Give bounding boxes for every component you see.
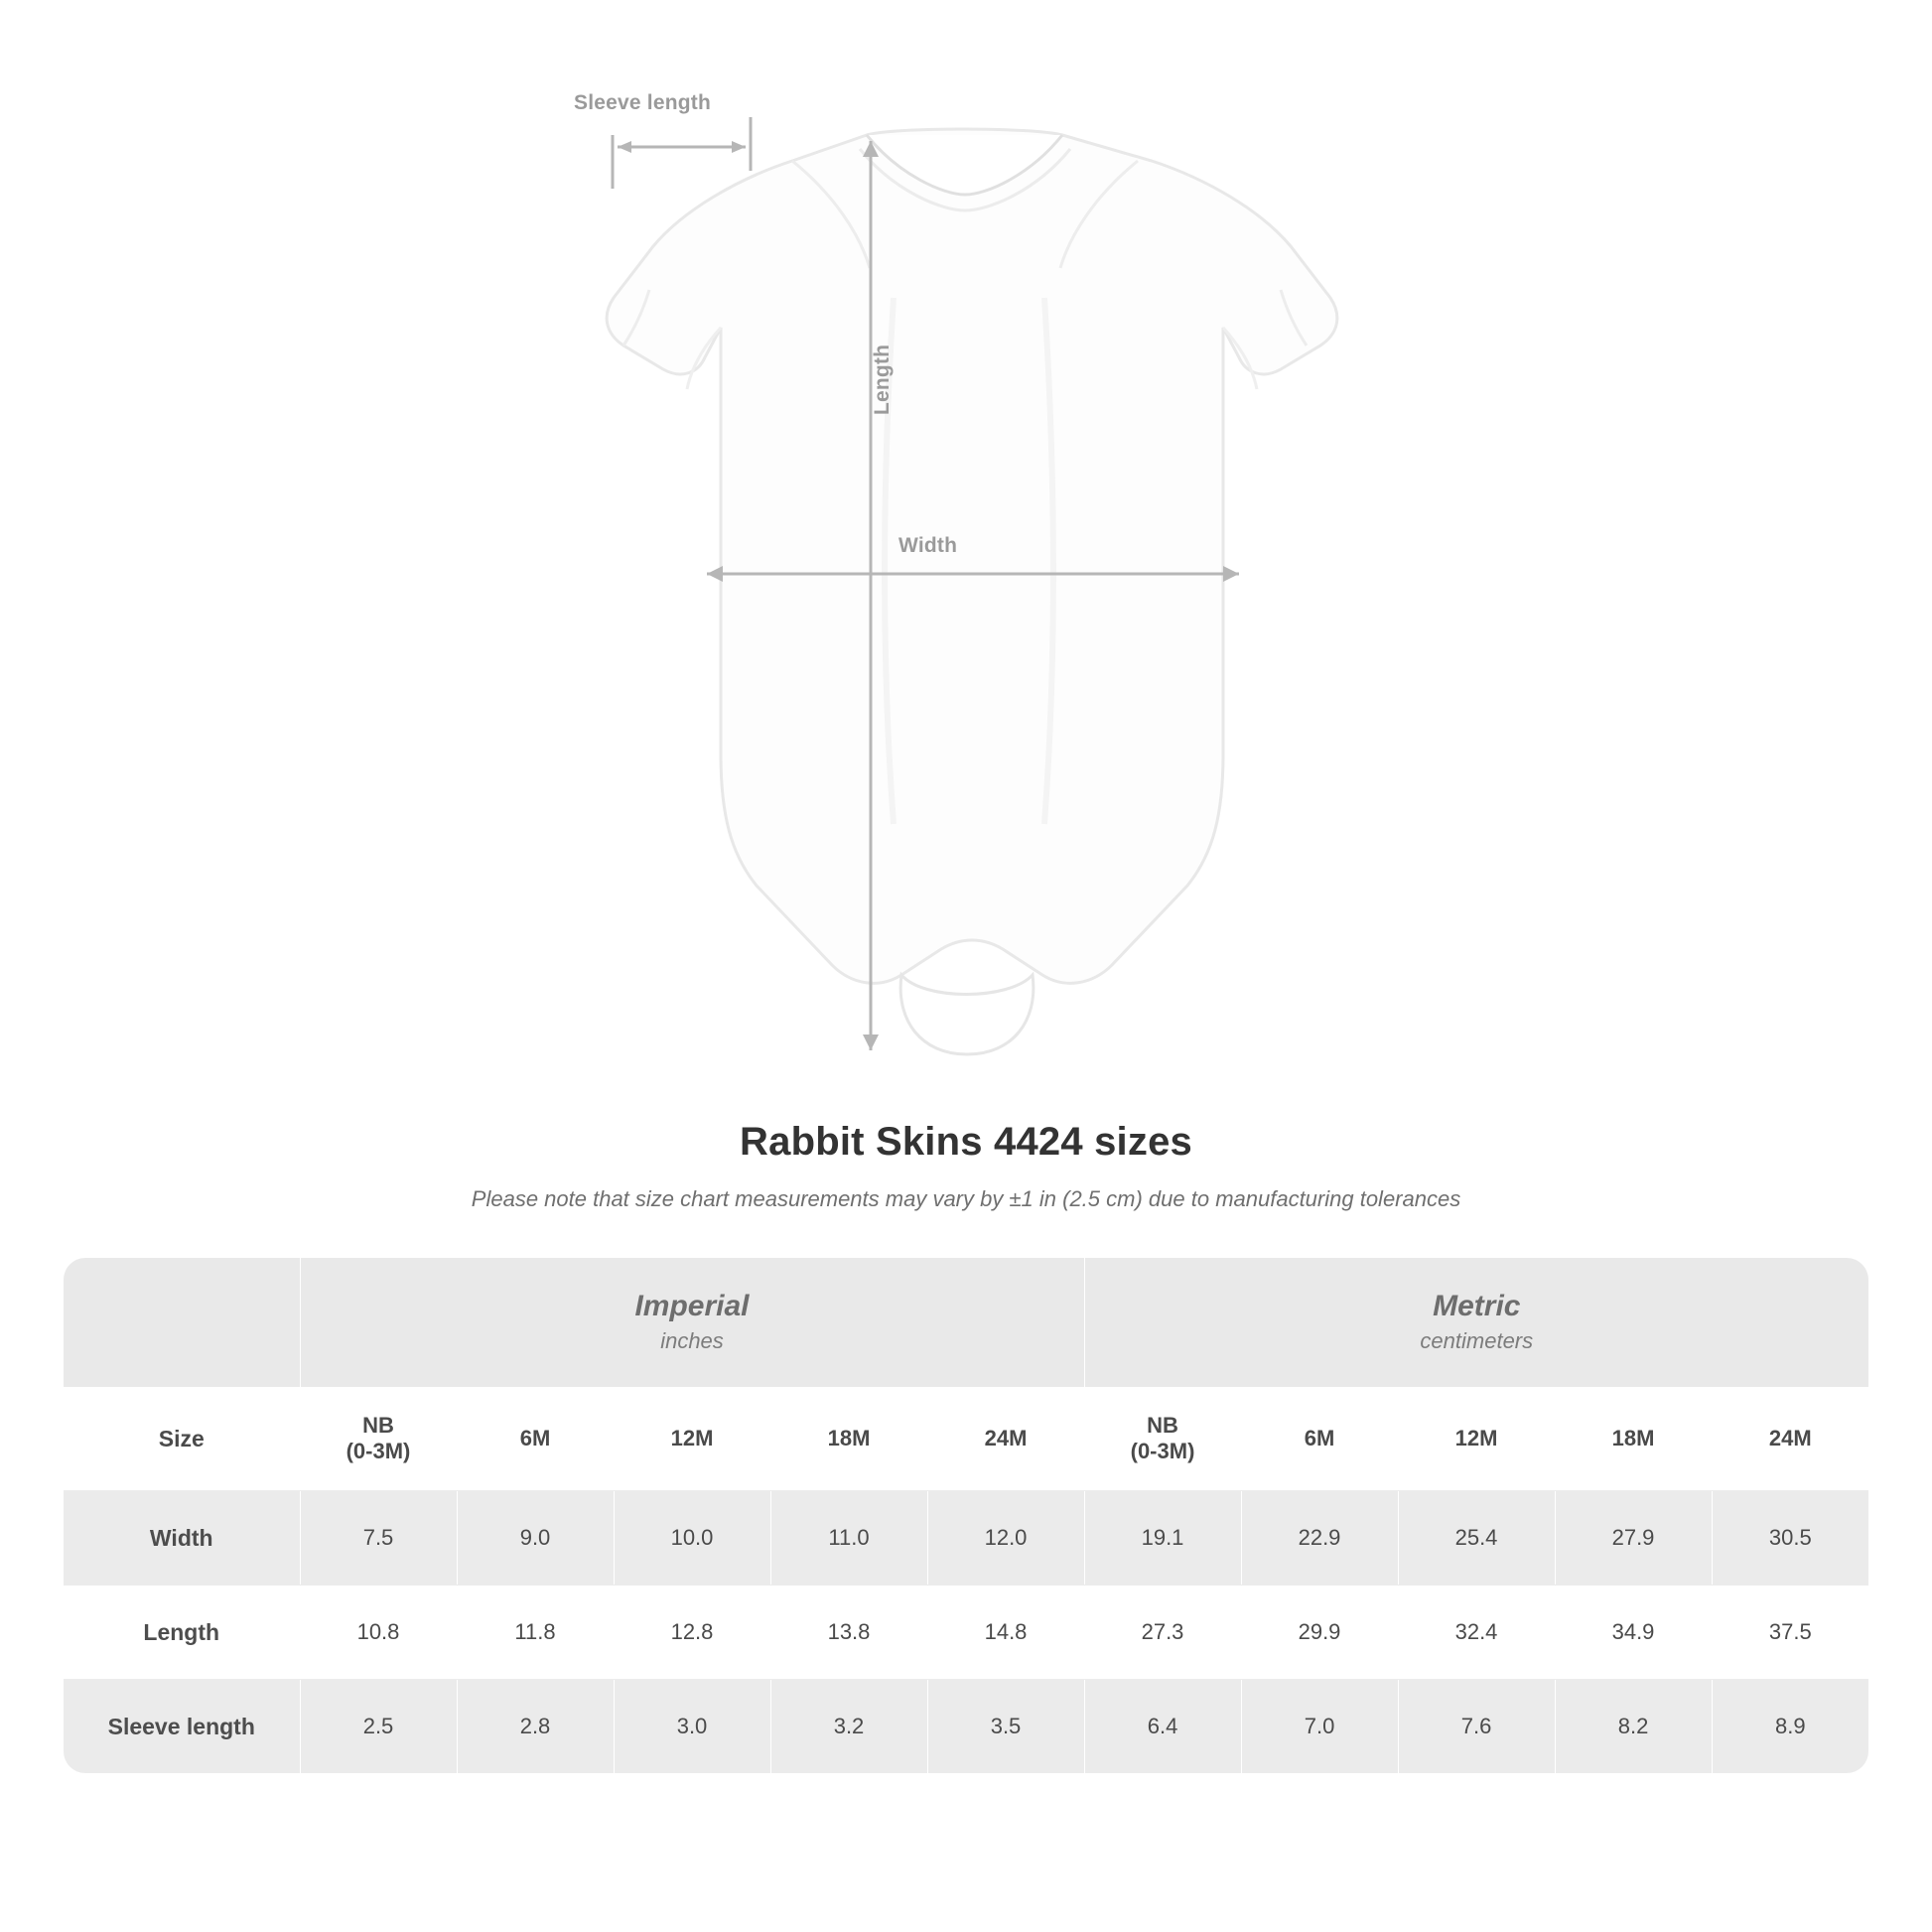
unit-group-spacer bbox=[64, 1258, 300, 1387]
cell-width-2: 10.0 bbox=[614, 1491, 770, 1586]
cell-width-0: 7.5 bbox=[300, 1491, 457, 1586]
header-col-7: 12M bbox=[1398, 1387, 1555, 1491]
table-row bbox=[64, 1586, 1868, 1680]
cell-length-2: 12.8 bbox=[614, 1586, 770, 1680]
unit-group-imperial bbox=[300, 1258, 1084, 1387]
header-col-8: 18M bbox=[1555, 1387, 1712, 1491]
row-label-length: Length bbox=[64, 1586, 300, 1680]
cell-length-6: 29.9 bbox=[1241, 1586, 1398, 1680]
cell-width-4: 12.0 bbox=[927, 1491, 1084, 1586]
header-col-4: 24M bbox=[927, 1387, 1084, 1491]
column-header-row bbox=[64, 1387, 1868, 1491]
cell-sleeve-6: 7.0 bbox=[1241, 1680, 1398, 1774]
header-col-5 bbox=[1084, 1387, 1241, 1491]
cell-width-5: 19.1 bbox=[1084, 1491, 1241, 1586]
length-label: Length bbox=[871, 344, 894, 415]
cell-width-7: 25.4 bbox=[1398, 1491, 1555, 1586]
cell-sleeve-9: 8.9 bbox=[1712, 1680, 1868, 1774]
cell-length-0: 10.8 bbox=[300, 1586, 457, 1680]
header-col-0-sub: (0-3M) bbox=[345, 1439, 411, 1463]
unit-group-imperial-subtitle: inches bbox=[660, 1328, 724, 1354]
unit-group-metric bbox=[1084, 1258, 1868, 1387]
tolerance-note: Please note that size chart measurements may vary by ±1 in (2.5 cm) due to manufacturing tolerances bbox=[471, 1186, 1461, 1211]
table-row bbox=[64, 1680, 1868, 1774]
cell-length-5: 27.3 bbox=[1084, 1586, 1241, 1680]
header-col-0 bbox=[300, 1387, 457, 1491]
cell-length-4: 14.8 bbox=[927, 1586, 1084, 1680]
bodysuit-shape bbox=[607, 129, 1337, 1054]
cell-sleeve-4: 3.5 bbox=[927, 1680, 1084, 1774]
cell-sleeve-0: 2.5 bbox=[300, 1680, 457, 1774]
cell-width-9: 30.5 bbox=[1712, 1491, 1868, 1586]
cell-length-1: 11.8 bbox=[457, 1586, 614, 1680]
size-chart-table-wrapper bbox=[64, 1258, 1868, 1773]
header-size: Size bbox=[64, 1387, 300, 1491]
unit-group-row bbox=[64, 1258, 1868, 1387]
cell-length-3: 13.8 bbox=[770, 1586, 927, 1680]
cell-sleeve-3: 3.2 bbox=[770, 1680, 927, 1774]
cell-sleeve-5: 6.4 bbox=[1084, 1680, 1241, 1774]
unit-group-imperial-title: Imperial bbox=[634, 1289, 750, 1322]
unit-group-metric-subtitle: centimeters bbox=[1420, 1328, 1534, 1354]
cell-sleeve-1: 2.8 bbox=[457, 1680, 614, 1774]
row-label-width: Width bbox=[64, 1491, 300, 1586]
cell-width-1: 9.0 bbox=[457, 1491, 614, 1586]
header-col-2: 12M bbox=[614, 1387, 770, 1491]
header-col-5-sub: (0-3M) bbox=[1130, 1439, 1195, 1463]
header-col-9: 24M bbox=[1712, 1387, 1868, 1491]
page-title: Rabbit Skins 4424 sizes bbox=[740, 1120, 1192, 1164]
size-chart-table bbox=[64, 1258, 1868, 1773]
title-block bbox=[0, 1120, 1932, 1212]
header-col-5-label: NB bbox=[1147, 1413, 1178, 1438]
sleeve-length-label: Sleeve length bbox=[574, 91, 711, 114]
cell-length-7: 32.4 bbox=[1398, 1586, 1555, 1680]
table-row bbox=[64, 1491, 1868, 1586]
cell-width-3: 11.0 bbox=[770, 1491, 927, 1586]
row-label-sleeve-length: Sleeve length bbox=[64, 1680, 300, 1774]
cell-width-6: 22.9 bbox=[1241, 1491, 1398, 1586]
cell-sleeve-7: 7.6 bbox=[1398, 1680, 1555, 1774]
cell-sleeve-8: 8.2 bbox=[1555, 1680, 1712, 1774]
cell-sleeve-2: 3.0 bbox=[614, 1680, 770, 1774]
header-col-1: 6M bbox=[457, 1387, 614, 1491]
header-col-6: 6M bbox=[1241, 1387, 1398, 1491]
cell-width-8: 27.9 bbox=[1555, 1491, 1712, 1586]
unit-group-metric-title: Metric bbox=[1433, 1289, 1521, 1322]
cell-length-8: 34.9 bbox=[1555, 1586, 1712, 1680]
cell-length-9: 37.5 bbox=[1712, 1586, 1868, 1680]
width-label: Width bbox=[898, 534, 958, 557]
header-col-0-label: NB bbox=[362, 1413, 394, 1438]
header-col-3: 18M bbox=[770, 1387, 927, 1491]
